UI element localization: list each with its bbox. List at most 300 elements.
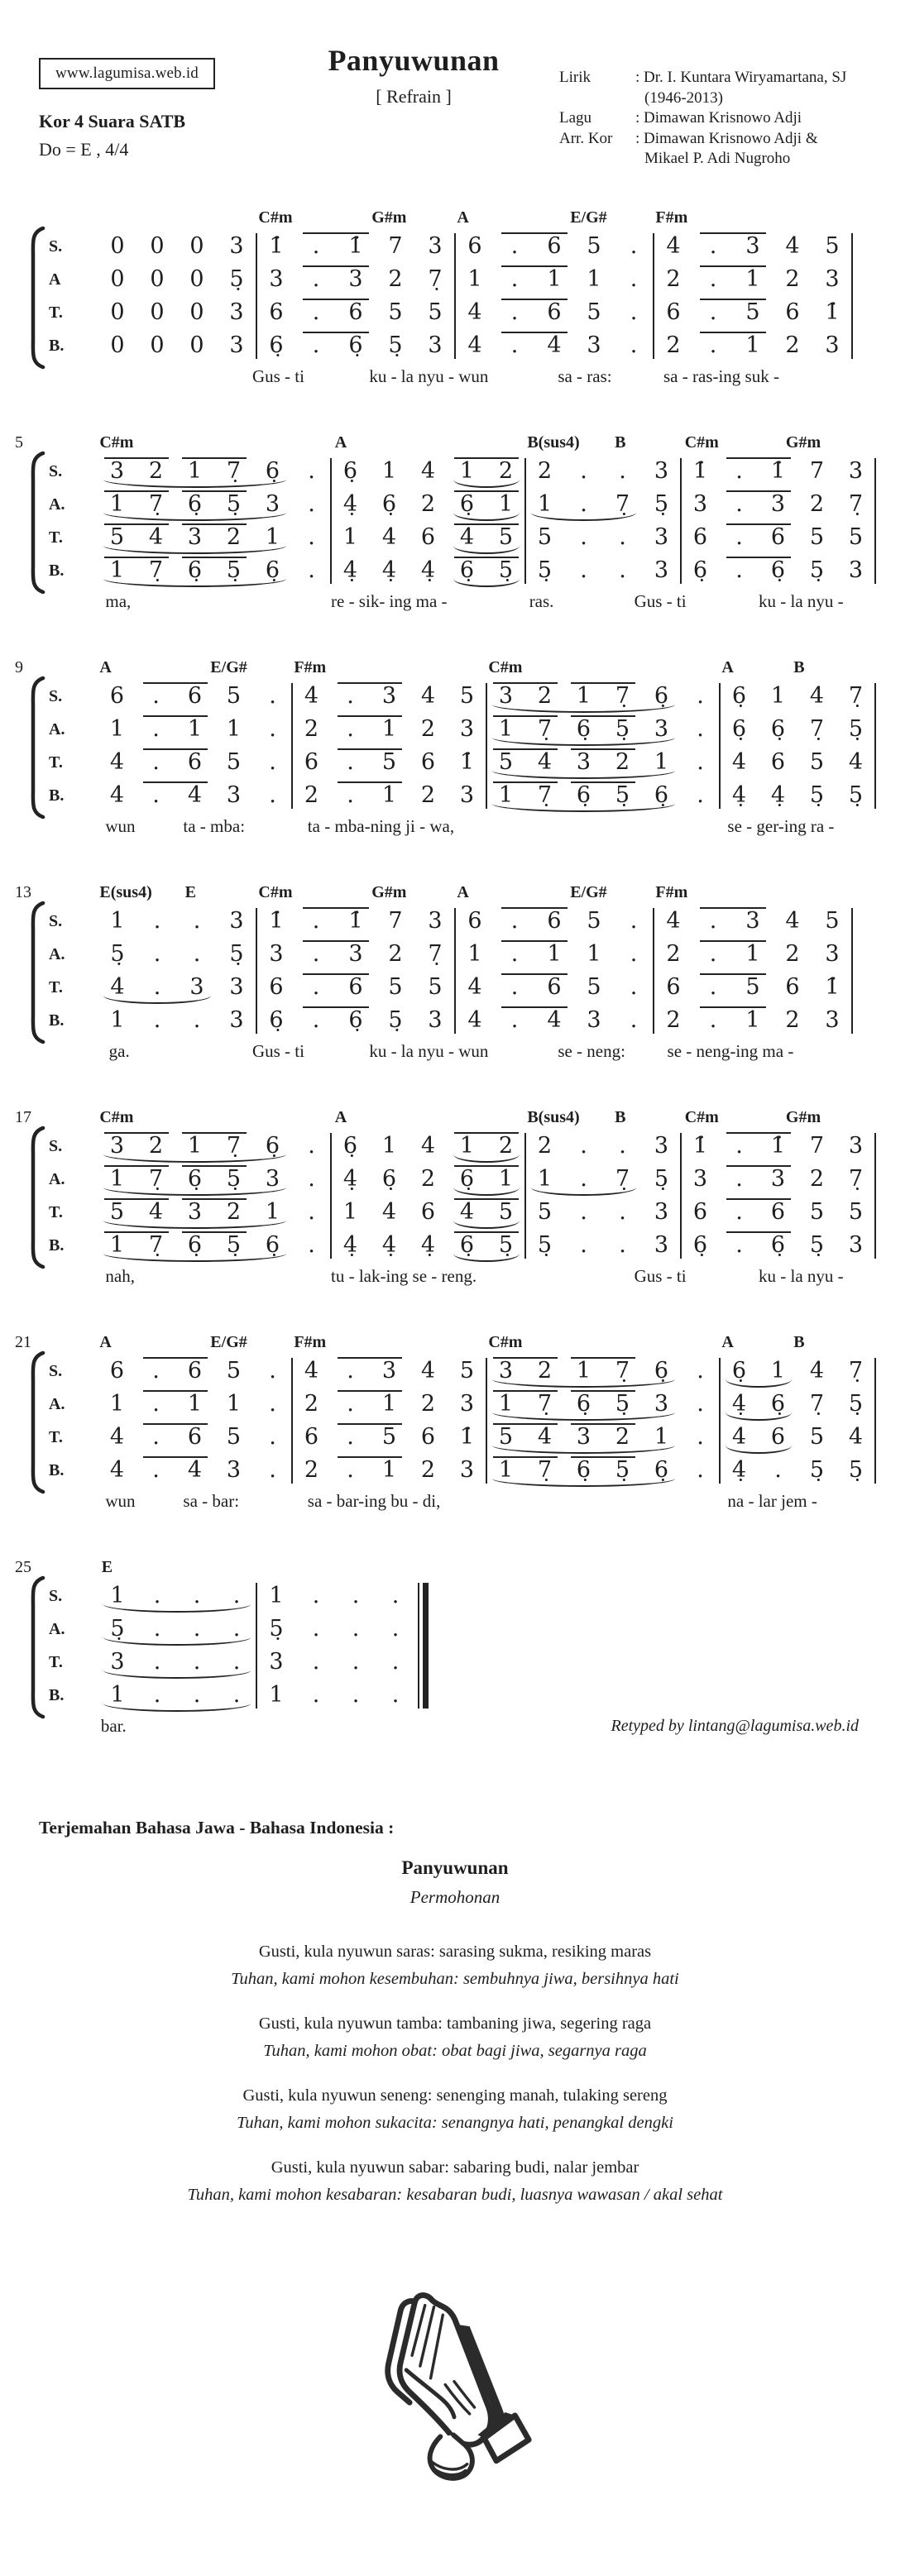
note: 3 — [587, 332, 601, 358]
note: 3 — [265, 491, 280, 517]
note: 6̣ — [576, 782, 592, 808]
note: 6 — [304, 1424, 319, 1450]
note: 3 — [576, 749, 592, 775]
note: 1 — [467, 266, 482, 292]
voice-label: T. — [49, 753, 63, 772]
note: 1 — [498, 491, 514, 517]
note: . — [312, 1007, 320, 1033]
note: 3 — [229, 332, 244, 358]
note: 3 — [381, 683, 397, 709]
note: 6̣ — [269, 1007, 284, 1033]
note: . — [269, 749, 276, 775]
note: 3 — [498, 683, 514, 709]
translation-title: Panyuwunan — [401, 1857, 509, 1878]
voice-label: S. — [49, 1587, 63, 1605]
note: 1 — [459, 1133, 475, 1159]
measure — [525, 1229, 681, 1262]
note: . — [193, 1583, 201, 1608]
chord-symbol: B — [615, 1108, 626, 1126]
measure-number: 21 — [15, 1333, 31, 1351]
voice-label: S. — [49, 1137, 63, 1155]
system-bracket-icon — [22, 676, 46, 820]
note: 5 — [226, 683, 242, 709]
note: . — [347, 1391, 354, 1417]
note: 1 — [110, 1583, 125, 1608]
note: 4̣ — [731, 1457, 747, 1483]
system-staff — [49, 1580, 415, 1712]
note: . — [308, 1133, 315, 1159]
credit-text: Mikael P. Adi Nugroho — [644, 150, 791, 167]
note: 5 — [459, 1358, 475, 1384]
note: 1 — [381, 782, 397, 808]
note: 6̣ — [770, 1391, 786, 1417]
beam-group — [296, 971, 376, 1004]
note: 1 — [547, 266, 562, 292]
measure — [256, 1646, 415, 1679]
note: 6̣ — [381, 491, 397, 517]
lyric-syllable: ku - la nyu - — [759, 591, 844, 611]
note: 1 — [745, 266, 760, 292]
note: 2 — [666, 332, 681, 358]
note: . — [619, 1133, 626, 1159]
note: 6 — [467, 908, 482, 934]
voice-row — [49, 1229, 875, 1262]
note: 5 — [226, 1424, 242, 1450]
chord-row — [15, 1326, 875, 1355]
lyric-syllable: Gus - ti — [251, 366, 304, 386]
note: 4̣ — [420, 1232, 436, 1258]
chord-symbol: B(sus4) — [527, 1108, 580, 1126]
note: . — [193, 1007, 201, 1033]
note: 1 — [576, 683, 592, 709]
measure — [98, 1229, 331, 1262]
barline — [719, 683, 721, 809]
note: 4 — [467, 1007, 482, 1033]
note: 4 — [420, 458, 436, 484]
note: 3 — [229, 233, 244, 259]
note: . — [352, 1682, 360, 1708]
note: 5̣ — [226, 1232, 242, 1258]
note: 5̣ — [229, 941, 244, 967]
note: 7̣ — [848, 1166, 864, 1192]
voice-row — [49, 1163, 875, 1196]
voice-label: S. — [49, 462, 63, 480]
note: . — [153, 1583, 161, 1608]
chord-symbol: F#m — [655, 208, 688, 227]
note: 6̣ — [692, 557, 708, 583]
beam-group — [331, 779, 409, 812]
note: . — [152, 782, 160, 808]
note: 0 — [110, 299, 125, 325]
note: . — [619, 1199, 626, 1225]
measure — [654, 329, 852, 362]
measure — [720, 746, 875, 779]
note: 3 — [654, 716, 669, 742]
note: 6 — [547, 908, 562, 934]
chord-row — [15, 652, 875, 680]
note: 6̣ — [770, 557, 786, 583]
voice-row — [49, 488, 875, 521]
note: 5̣ — [809, 557, 825, 583]
note: . — [630, 974, 638, 1000]
beam-group — [720, 455, 797, 488]
note: 3 — [654, 524, 669, 550]
note: 2 — [785, 332, 800, 358]
note: 6̣ — [770, 1232, 786, 1258]
note: 6̣ — [187, 1166, 203, 1192]
note: . — [153, 1616, 161, 1642]
note: . — [352, 1616, 360, 1642]
stanza-line-javanese: Gusti, kula nyuwun seneng: senenging manah, tulaking sereng — [242, 2086, 668, 2105]
note: 5̣ — [226, 557, 242, 583]
note: . — [630, 233, 638, 259]
barline — [851, 233, 853, 359]
beam-group — [693, 230, 773, 263]
note: 3 — [692, 491, 708, 517]
voice-label: A. — [49, 1170, 65, 1188]
note: 6 — [187, 683, 203, 709]
note: . — [152, 1358, 160, 1384]
measure — [98, 938, 256, 971]
measure — [292, 680, 486, 713]
note: 1̇ — [825, 974, 840, 1000]
note: . — [347, 1424, 354, 1450]
barline — [291, 1358, 293, 1484]
beam-group — [495, 263, 574, 296]
translation-stanza — [0, 2010, 910, 2065]
credit-text: (1946-2013) — [644, 88, 723, 107]
note: . — [312, 1682, 320, 1708]
note: . — [510, 299, 519, 325]
final-barline-thin — [418, 1583, 419, 1709]
note: . — [709, 332, 717, 358]
note: 7̣ — [537, 1391, 553, 1417]
measure — [331, 1196, 525, 1229]
note: 5 — [498, 1199, 514, 1225]
measure — [654, 230, 852, 263]
note: 5 — [825, 233, 840, 259]
voice-label: T. — [49, 978, 63, 996]
chord-symbol: B — [793, 1333, 805, 1351]
barline — [680, 458, 682, 584]
note: 3 — [428, 233, 443, 259]
barline — [524, 1133, 526, 1259]
beam-group — [693, 1004, 773, 1037]
note: 1 — [342, 1199, 358, 1225]
note: . — [580, 1166, 587, 1192]
note: 3 — [459, 1391, 475, 1417]
note: 2 — [537, 683, 553, 709]
note: . — [269, 1391, 276, 1417]
measure — [486, 746, 720, 779]
barline — [851, 908, 853, 1034]
note: 0 — [150, 233, 165, 259]
credit-label-spacer — [559, 88, 635, 109]
note: . — [269, 1457, 276, 1483]
note: . — [152, 683, 160, 709]
voice-row — [49, 554, 875, 587]
beam-group — [331, 746, 409, 779]
note: . — [312, 1649, 320, 1675]
note: 4 — [666, 908, 681, 934]
note: . — [510, 266, 519, 292]
note: 4 — [848, 1424, 864, 1450]
measure — [98, 1613, 256, 1646]
note: 4̣ — [420, 557, 436, 583]
stanza-line-javanese: Gusti, kula nyuwun sabar: sabaring budi, nalar jembar — [271, 2158, 639, 2177]
note: 6 — [420, 1199, 436, 1225]
note: 6̣ — [654, 1457, 669, 1483]
note: 1 — [109, 557, 125, 583]
note: 1 — [381, 458, 397, 484]
credit-row — [559, 108, 846, 129]
lyric-syllable: Gus - ti — [634, 1266, 687, 1286]
note: . — [697, 749, 704, 775]
beam-group — [296, 905, 376, 938]
note: . — [352, 1649, 360, 1675]
measure — [256, 1679, 415, 1712]
voice-label: A. — [49, 1395, 65, 1413]
voice-label: T. — [49, 303, 63, 322]
credit-row — [559, 88, 846, 109]
note: . — [193, 1616, 201, 1642]
note: 5 — [428, 299, 443, 325]
refrain-label: [ Refrain ] — [376, 86, 452, 107]
note: 5̣ — [269, 1616, 284, 1642]
note: 1 — [770, 683, 786, 709]
note: 6 — [666, 974, 681, 1000]
chord-symbol: B(sus4) — [527, 433, 580, 452]
note: 5 — [809, 749, 825, 775]
measure — [525, 488, 681, 521]
measure — [292, 746, 486, 779]
note: 6̣ — [654, 1358, 669, 1384]
note: . — [510, 233, 519, 259]
note: 4̣ — [381, 1232, 397, 1258]
note: 3 — [187, 524, 203, 550]
beam-group — [720, 1163, 797, 1196]
beam-group — [720, 1196, 797, 1229]
note: 3 — [654, 1133, 669, 1159]
note: 7̣ — [428, 941, 443, 967]
note: 2 — [666, 266, 681, 292]
note: . — [630, 1007, 638, 1033]
measure — [98, 1388, 292, 1421]
note: . — [153, 941, 161, 967]
measure — [455, 329, 654, 362]
lyric-row — [98, 812, 875, 840]
measure — [98, 1196, 331, 1229]
chord-symbol: C#m — [258, 208, 293, 227]
chord-symbol: C#m — [488, 1333, 523, 1351]
lyric-syllable: wun — [105, 1491, 136, 1511]
note: 3 — [428, 1007, 443, 1033]
measure — [681, 1130, 875, 1163]
note: . — [510, 974, 519, 1000]
measure — [654, 296, 852, 329]
measure — [720, 1454, 875, 1487]
voice-label: B. — [49, 1236, 65, 1255]
note: 1 — [381, 1457, 397, 1483]
system-bracket-icon — [22, 226, 46, 370]
note: 6 — [109, 1358, 125, 1384]
note: 1̇ — [269, 233, 284, 259]
barline — [874, 1133, 876, 1259]
note: 2 — [388, 266, 403, 292]
measure — [455, 296, 654, 329]
note: 4̣ — [342, 491, 358, 517]
voice-label: B. — [49, 1011, 65, 1030]
note: 2 — [420, 716, 436, 742]
note: . — [697, 683, 704, 709]
measure — [681, 1196, 875, 1229]
note: 3 — [229, 974, 244, 1000]
credit-row — [559, 129, 846, 150]
note: 0 — [189, 299, 204, 325]
note: 3 — [825, 941, 840, 967]
note: 6̣ — [654, 782, 669, 808]
note: 7 — [388, 908, 403, 934]
lyric-syllable: se - neng: — [558, 1041, 625, 1061]
voice-label: B. — [49, 337, 65, 355]
lyric-syllable: ku - la nyu - wun — [369, 366, 489, 386]
measure — [455, 938, 654, 971]
note: 1 — [109, 491, 125, 517]
note: 6 — [348, 299, 363, 325]
note: 4 — [547, 332, 562, 358]
note: 4 — [109, 782, 125, 808]
translation-subtitle: Permohonan — [410, 1887, 500, 1907]
note: 5̣ — [654, 1166, 669, 1192]
measure — [256, 329, 455, 362]
note: . — [391, 1616, 400, 1642]
beam-group — [693, 971, 773, 1004]
note: . — [697, 1358, 704, 1384]
note: 4 — [467, 299, 482, 325]
note: 2 — [420, 491, 436, 517]
note: 5 — [745, 974, 760, 1000]
note: 3 — [110, 1649, 125, 1675]
note: 1̇ — [770, 458, 786, 484]
note: . — [735, 1133, 743, 1159]
voice-label: A. — [49, 945, 65, 963]
note: 4 — [537, 749, 553, 775]
voice-row — [49, 938, 852, 971]
note: 0 — [110, 266, 125, 292]
note: 7̣ — [809, 1391, 825, 1417]
note: 1̇ — [692, 458, 708, 484]
note: 1 — [459, 458, 475, 484]
note: . — [709, 908, 717, 934]
measure — [98, 488, 331, 521]
note: . — [308, 524, 315, 550]
note: 5 — [459, 683, 475, 709]
note: . — [709, 974, 717, 1000]
measure — [98, 746, 292, 779]
note: . — [735, 491, 743, 517]
voice-row — [49, 971, 852, 1004]
note: . — [735, 1166, 743, 1192]
note: 3 — [654, 1232, 669, 1258]
note: . — [269, 683, 276, 709]
note: 5̣ — [615, 716, 630, 742]
note: 0 — [150, 332, 165, 358]
note: 5 — [825, 908, 840, 934]
note: 5 — [587, 299, 601, 325]
note: 4̣ — [731, 1391, 747, 1417]
system-staff — [49, 1130, 875, 1262]
voice-label: B. — [49, 1461, 65, 1479]
note: 3 — [654, 1199, 669, 1225]
beam-group — [720, 521, 797, 554]
note: 5̣ — [809, 1232, 825, 1258]
note: 5̣ — [848, 716, 864, 742]
note: 6 — [420, 749, 436, 775]
note: 7̣ — [226, 1133, 242, 1159]
barline — [454, 233, 456, 359]
note: 2 — [615, 749, 630, 775]
credit-text: : Dr. I. Kuntara Wiryamartana, SJ — [635, 69, 847, 86]
note: 2 — [226, 1199, 242, 1225]
beam-group — [693, 263, 773, 296]
beam-group — [331, 1454, 409, 1487]
note: 4 — [110, 974, 125, 1000]
chord-symbol: E/G# — [570, 883, 607, 901]
note: 1 — [745, 941, 760, 967]
note: 6̣ — [187, 1232, 203, 1258]
beam-group — [720, 488, 797, 521]
measure — [256, 1004, 455, 1037]
measure — [525, 1130, 681, 1163]
note: 5̣ — [388, 1007, 403, 1033]
note: 3 — [848, 458, 864, 484]
note: 5̣ — [388, 332, 403, 358]
measure — [256, 230, 455, 263]
note: 2 — [148, 458, 164, 484]
lyric-syllable: na - lar jem - — [727, 1491, 817, 1511]
note: 0 — [189, 266, 204, 292]
note: . — [152, 1424, 160, 1450]
note: 1 — [109, 1391, 125, 1417]
note: 7̣ — [148, 557, 164, 583]
note: . — [312, 941, 320, 967]
score-system — [15, 652, 875, 840]
measure — [681, 1163, 875, 1196]
site-url-box — [39, 58, 215, 89]
note: 5 — [587, 974, 601, 1000]
note: . — [735, 1199, 743, 1225]
chord-row — [15, 427, 875, 455]
system-staff — [49, 455, 875, 587]
note: 1 — [187, 1133, 203, 1159]
system-staff — [49, 680, 875, 812]
measure — [98, 263, 256, 296]
note: . — [735, 524, 743, 550]
note: . — [153, 1649, 161, 1675]
translation-stanza — [0, 1938, 910, 1993]
note: 5 — [388, 299, 403, 325]
note: 2 — [615, 1424, 630, 1450]
chord-symbol: G#m — [371, 208, 407, 227]
note: 2 — [537, 458, 553, 484]
note: 4 — [467, 332, 482, 358]
note: 6 — [304, 749, 319, 775]
note: 1 — [587, 266, 601, 292]
note: 0 — [150, 299, 165, 325]
note: . — [619, 524, 626, 550]
note: 5̣ — [110, 941, 125, 967]
beam-group — [495, 971, 574, 1004]
